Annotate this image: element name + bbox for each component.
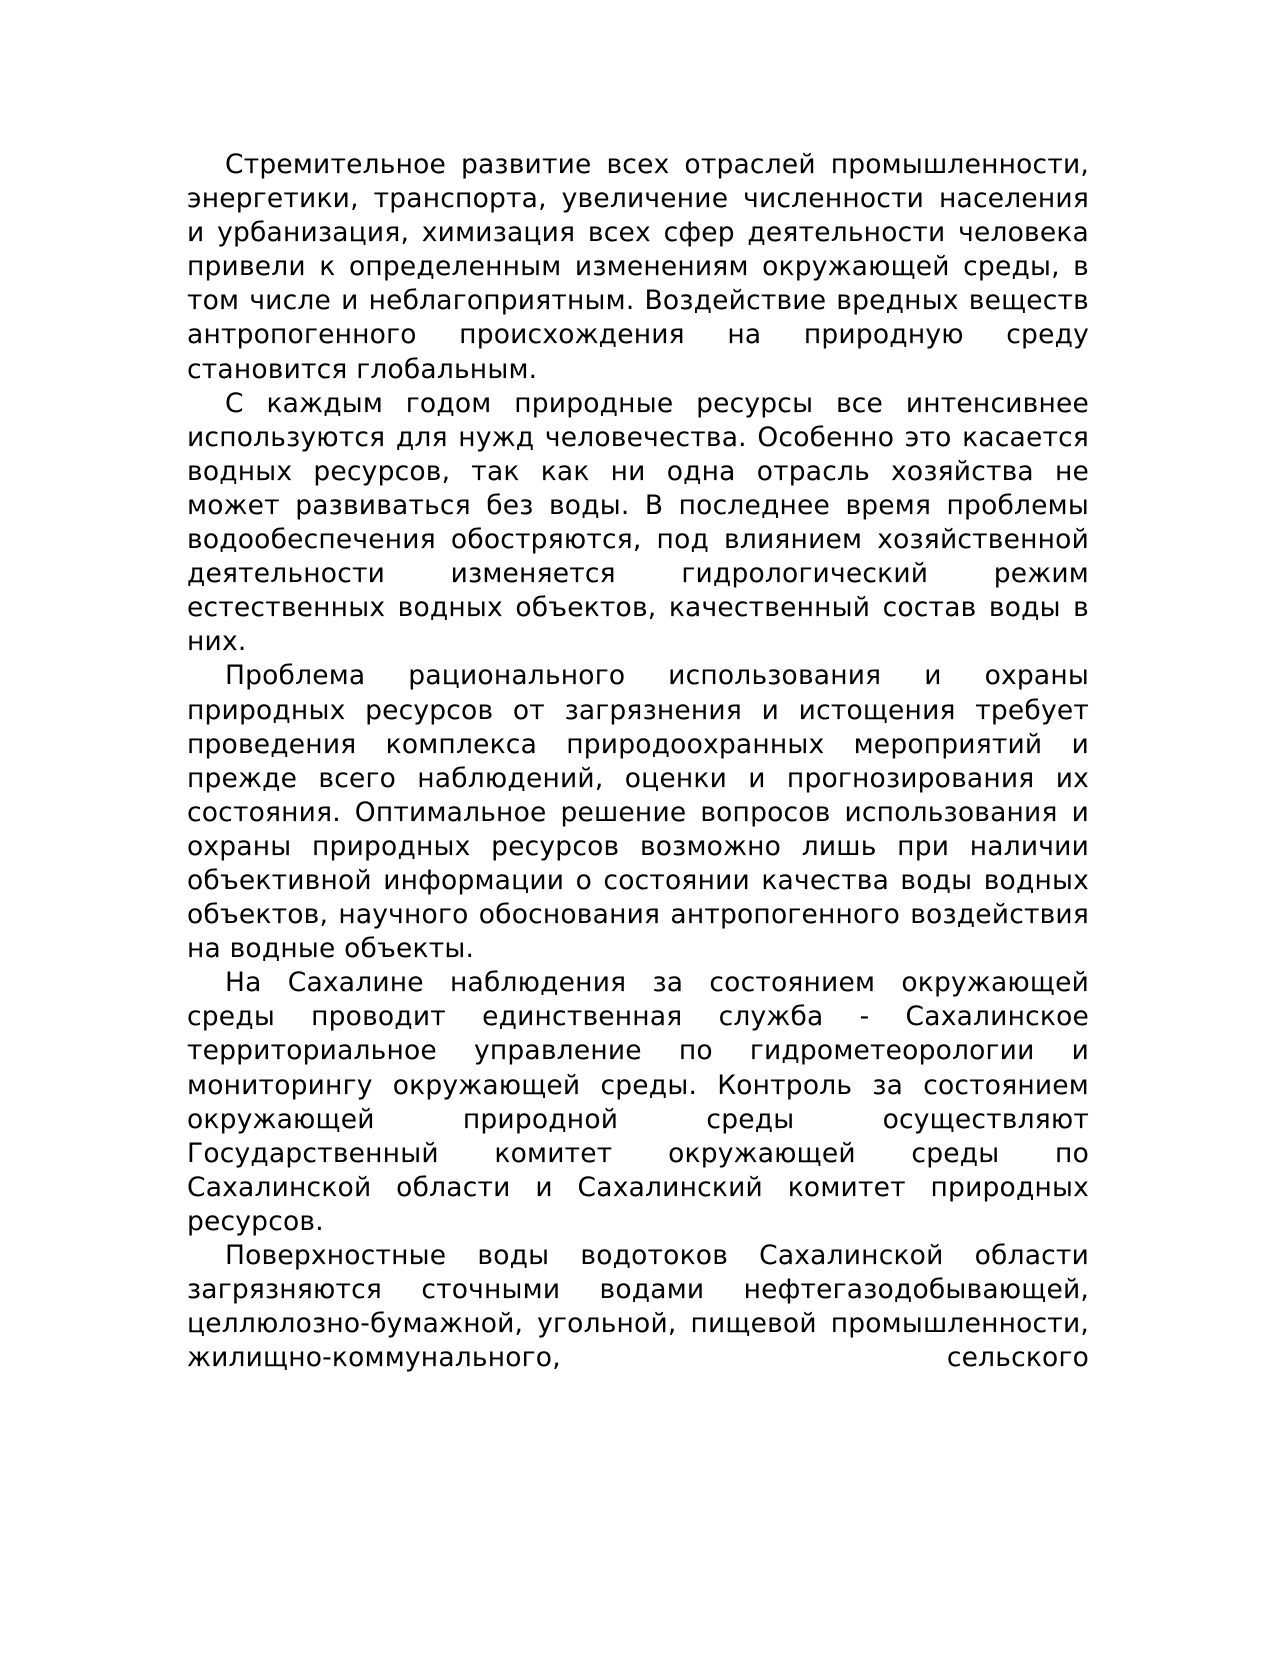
paragraph-4: На Сахалине наблюдения за состоянием окружающей среды проводит единственная служба - Сахалинское территориальное управление по гидрометеорологии и мониторингу окружающей среды. Контроль за состоянием окружающей природной среды осуществляют Государственный комитет окружающей среды по Сахалинской области и Сахалинский комитет природных ресурсов. [187, 967, 1089, 1237]
paragraph-5: Поверхностные воды водотоков Сахалинской области загрязняются сточными водами нефтегазодобывающей, целлюлозно-бумажной, угольной, пищевой промышленности, жилищно-коммунального, сельского [187, 1240, 1089, 1374]
paragraph-2: С каждым годом природные ресурсы все интенсивнее используются для нужд человечества. Особенно это касается водных ресурсов, так как ни одна отрасль хозяйства не может развиваться без воды. В последнее время проблемы водообеспечения обостряются, под влиянием хозяйственной деятельности изменяется гидрологический режим естественных водных объектов, качественный состав воды в них. [187, 387, 1089, 658]
document-body [187, 148, 1089, 1375]
paragraph-1: Стремительное развитие всех отраслей промышленности, энергетики, транспорта, увеличение численности населения и урбанизация, химизация всех сфер деятельности человека привели к определенным изменениям окружающей среды, в том числе и неблагоприятным. Воздействие вредных веществ антропогенного происхождения на природную среду становится глобальным. [187, 149, 1089, 385]
paragraph-3: Проблема рационального использования и охраны природных ресурсов от загрязнения и истощения требует проведения комплекса природоохранных мероприятий и прежде всего наблюдений, оценки и прогнозирования их состояния. Оптимальное решение вопросов использования и охраны природных ресурсов возможно лишь при наличии объективной информации о состоянии качества воды водных объектов, научного обоснования антропогенного воздействия на водные объекты. [187, 660, 1089, 965]
